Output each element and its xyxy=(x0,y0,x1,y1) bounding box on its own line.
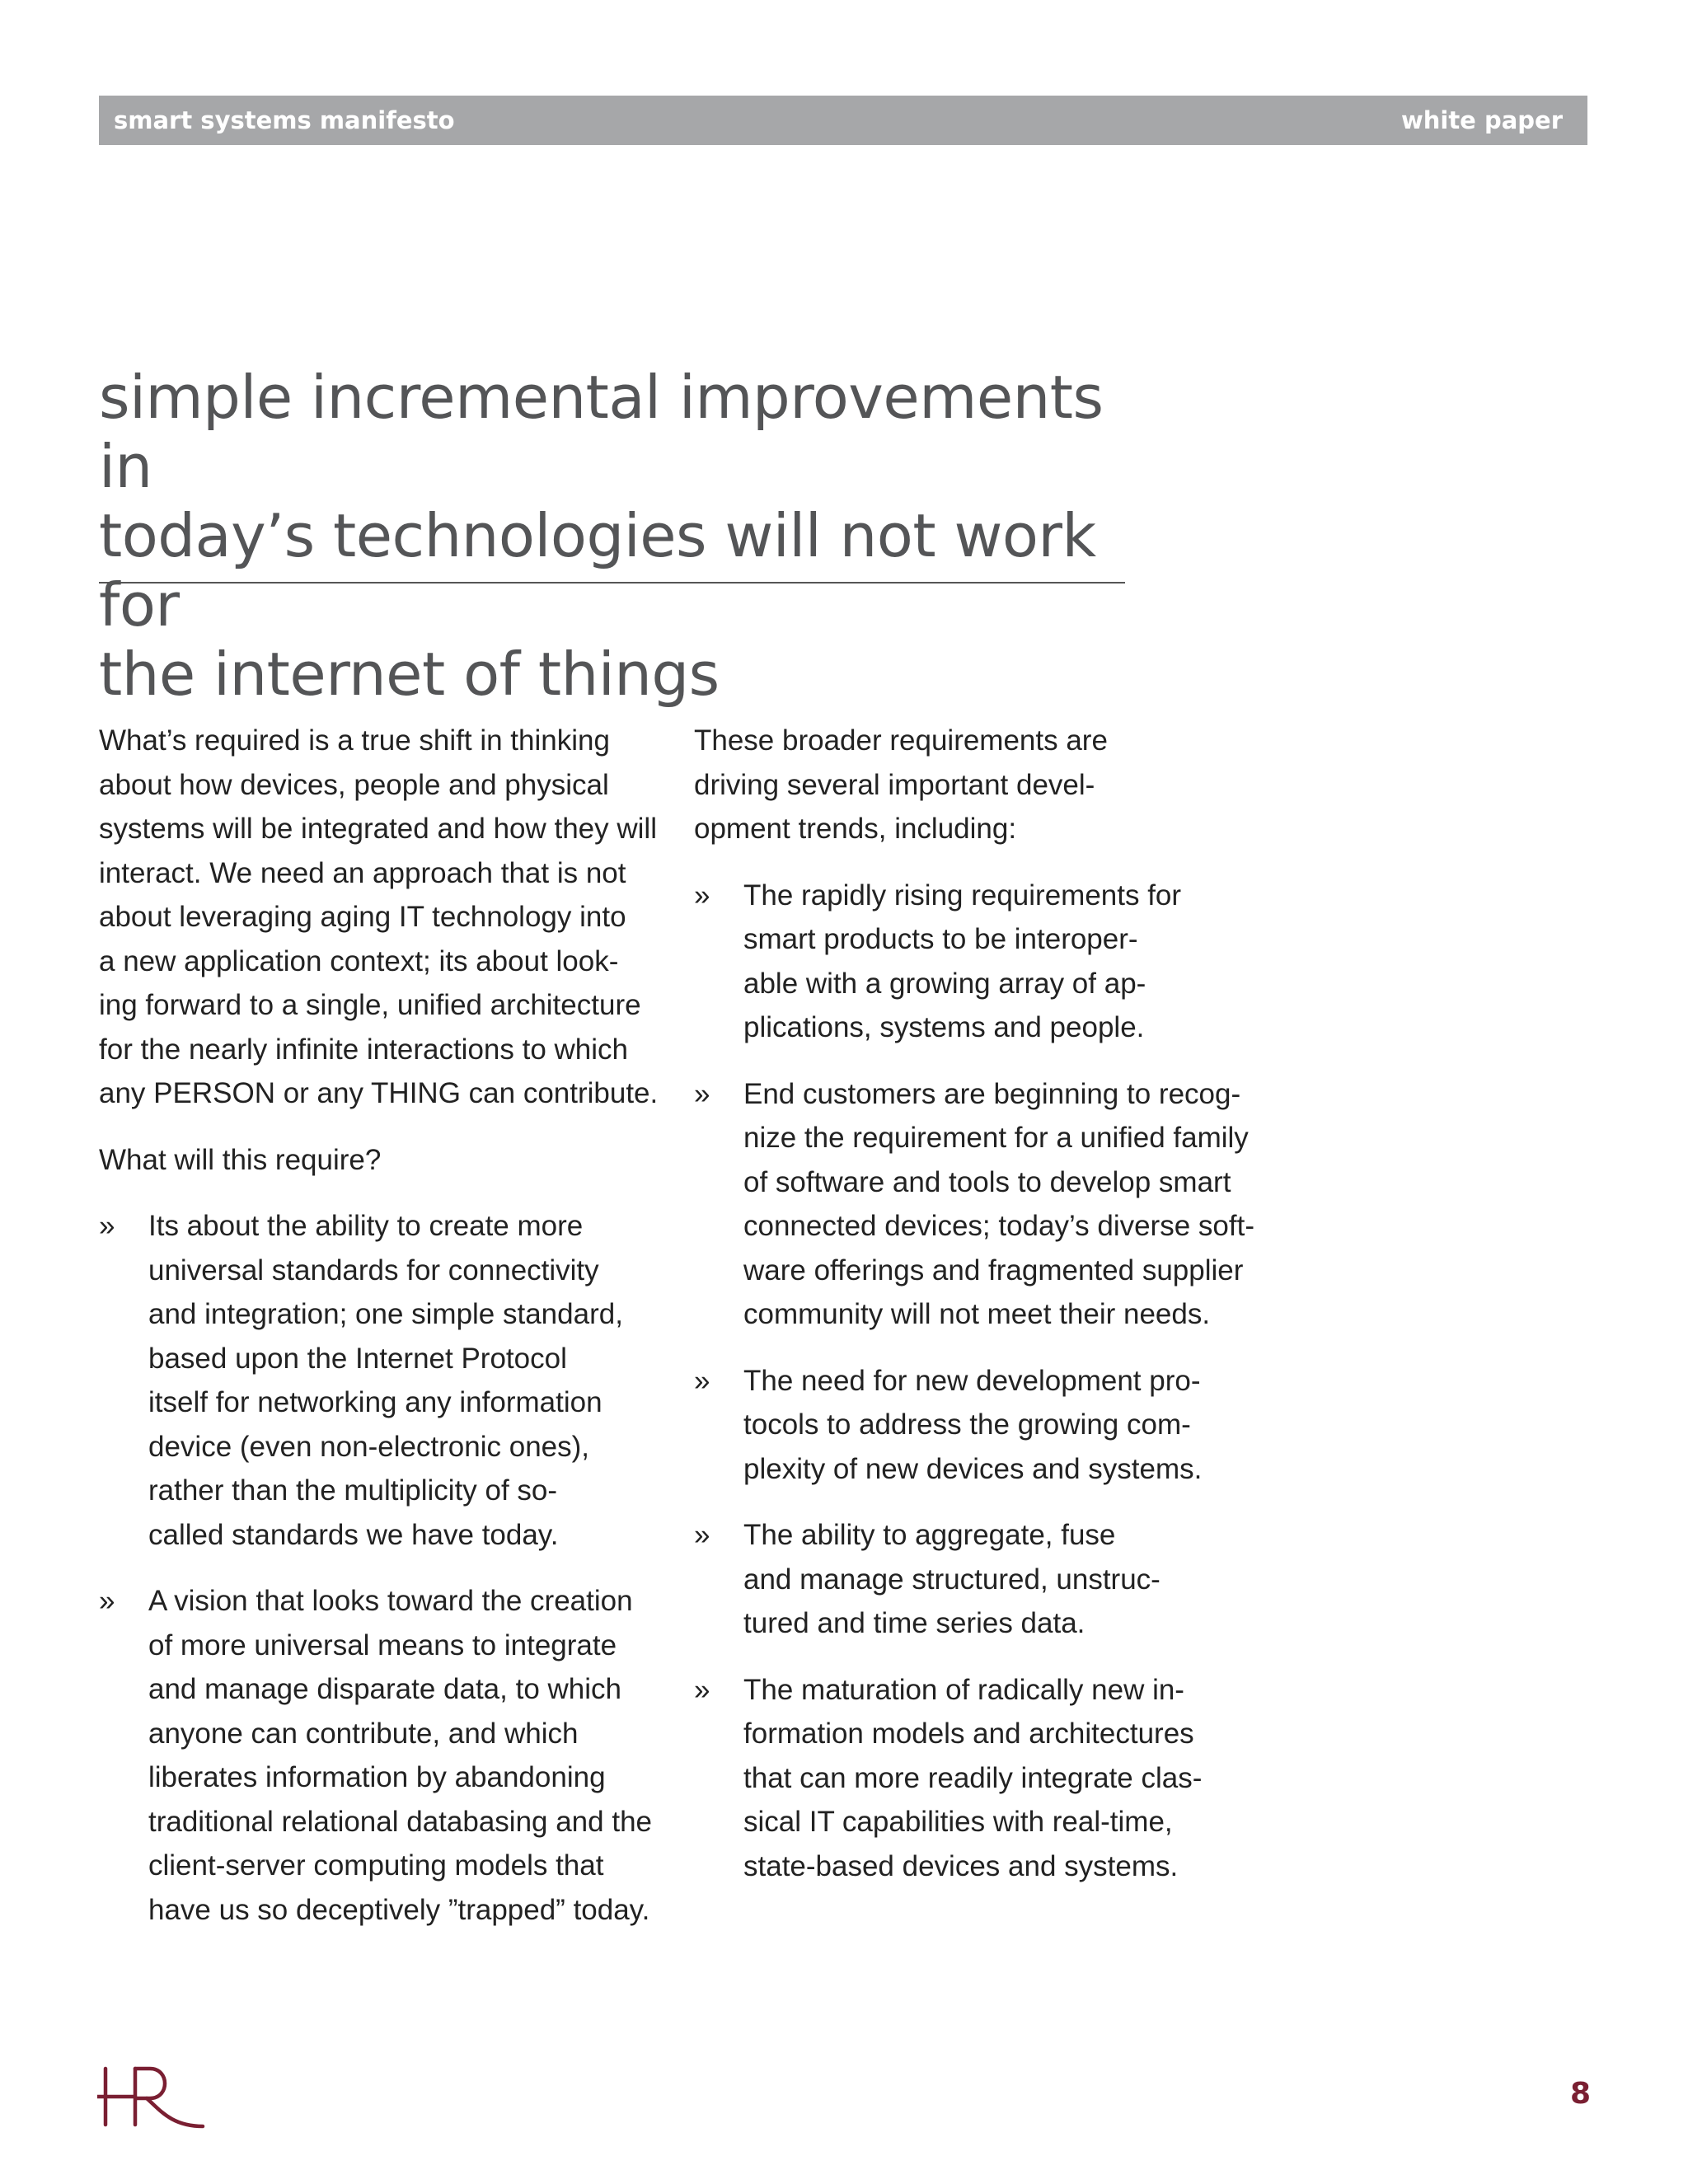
text-line: sical IT capabilities with real-time, xyxy=(743,1806,1173,1838)
list-item xyxy=(694,1072,1271,1337)
text-line: What’s required is a true shift in thinking xyxy=(99,724,610,757)
intro-paragraph xyxy=(694,719,1271,851)
text-line: ing forward to a single, unified architecture xyxy=(99,989,641,1021)
list-item xyxy=(99,1579,676,1932)
right-column xyxy=(694,719,1271,1910)
list-item xyxy=(99,1204,676,1557)
text-line: for the nearly infinite interactions to which xyxy=(99,1033,628,1066)
text-line: liberates information by abandoning xyxy=(148,1761,606,1793)
text-line: of software and tools to develop smart xyxy=(743,1165,1231,1198)
text-line: and manage disparate data, to which xyxy=(148,1673,621,1705)
text-line: plexity of new devices and systems. xyxy=(743,1452,1203,1485)
chevron-double-right-icon: » xyxy=(99,1585,115,1617)
text-line: client-server computing models that xyxy=(148,1849,604,1882)
text-line: The ability to aggregate, fuse xyxy=(743,1519,1116,1551)
text-line: tured and time series data. xyxy=(743,1607,1085,1639)
text-line: and manage structured, unstruc- xyxy=(743,1563,1160,1596)
text-line: The rapidly rising requirements for xyxy=(743,879,1182,912)
text-line: interact. We need an approach that is not xyxy=(99,856,626,889)
text-line: able with a growing array of ap- xyxy=(743,967,1146,1000)
text-line: A vision that looks toward the creation xyxy=(148,1585,633,1617)
title-line: simple incremental improvements in xyxy=(99,363,1104,501)
header-left-label: smart systems manifesto xyxy=(114,106,455,134)
left-column xyxy=(99,719,676,1954)
text-line: about leveraging aging IT technology into xyxy=(99,901,626,933)
question-paragraph: What will this require? xyxy=(99,1143,382,1176)
page-title xyxy=(99,363,1129,709)
text-line: plications, systems and people. xyxy=(743,1011,1145,1043)
list-item xyxy=(694,1513,1271,1646)
text-line: any PERSON or any THING can contribute. xyxy=(99,1077,659,1109)
text-line: smart products to be interoper- xyxy=(743,923,1138,955)
text-line: The maturation of radically new in- xyxy=(743,1673,1184,1706)
text-line: universal standards for connectivity xyxy=(148,1254,599,1286)
text-line: The need for new development pro- xyxy=(743,1364,1201,1397)
text-line: itself for networking any information xyxy=(148,1386,603,1418)
text-line: called standards we have today. xyxy=(148,1518,559,1551)
list-item xyxy=(694,1668,1271,1889)
page-number: 8 xyxy=(1569,2077,1591,2111)
chevron-double-right-icon: » xyxy=(694,1673,710,1706)
text-line: traditional relational databasing and the xyxy=(148,1805,652,1838)
text-line: about how devices, people and physical xyxy=(99,768,609,801)
chevron-double-right-icon: » xyxy=(694,879,710,912)
intro-paragraph xyxy=(99,719,676,1116)
text-line: opment trends, including: xyxy=(694,813,1017,845)
text-line: device (even non-electronic ones), xyxy=(148,1430,590,1463)
text-line: systems will be integrated and how they will xyxy=(99,813,657,845)
chevron-double-right-icon: » xyxy=(694,1077,710,1110)
text-line: connected devices; today’s diverse soft- xyxy=(743,1210,1254,1242)
text-line: Its about the ability to create more xyxy=(148,1210,584,1242)
chevron-double-right-icon: » xyxy=(694,1364,710,1397)
chevron-double-right-icon: » xyxy=(99,1210,115,1242)
text-line: driving several important devel- xyxy=(694,768,1095,801)
text-line: and integration; one simple standard, xyxy=(148,1298,623,1330)
title-divider xyxy=(99,582,1125,583)
text-line: community will not meet their needs. xyxy=(743,1298,1211,1330)
text-line: anyone can contribute, and which xyxy=(148,1717,579,1750)
header-right-label: white paper xyxy=(1400,106,1563,134)
text-line: ware offerings and fragmented supplier xyxy=(743,1254,1244,1286)
title-line: today’s technologies will not work for xyxy=(99,501,1096,640)
text-line: of more universal means to integrate xyxy=(148,1629,617,1661)
text-line: have us so deceptively ”trapped” today. xyxy=(148,1893,650,1926)
text-line: End customers are beginning to recog- xyxy=(743,1077,1241,1110)
hr-logo xyxy=(97,2060,213,2135)
bullet-list xyxy=(694,874,1271,1889)
list-item xyxy=(694,874,1271,1050)
text-line: based upon the Internet Protocol xyxy=(148,1342,567,1375)
text-line: formation models and architectures xyxy=(743,1718,1194,1750)
bullet-list xyxy=(99,1204,676,1932)
title-line: the internet of things xyxy=(99,640,720,709)
text-line: state-based devices and systems. xyxy=(743,1849,1179,1882)
list-item xyxy=(694,1359,1271,1492)
chevron-double-right-icon: » xyxy=(694,1519,710,1551)
text-line: a new application context; its about look- xyxy=(99,944,619,977)
text-line: These broader requirements are xyxy=(694,724,1108,757)
header-bar xyxy=(99,96,1587,145)
text-line: that can more readily integrate clas- xyxy=(743,1761,1203,1794)
text-line: nize the requirement for a unified family xyxy=(743,1122,1249,1154)
text-line: tocols to address the growing com- xyxy=(743,1408,1191,1441)
text-line: rather than the multiplicity of so- xyxy=(148,1474,558,1507)
